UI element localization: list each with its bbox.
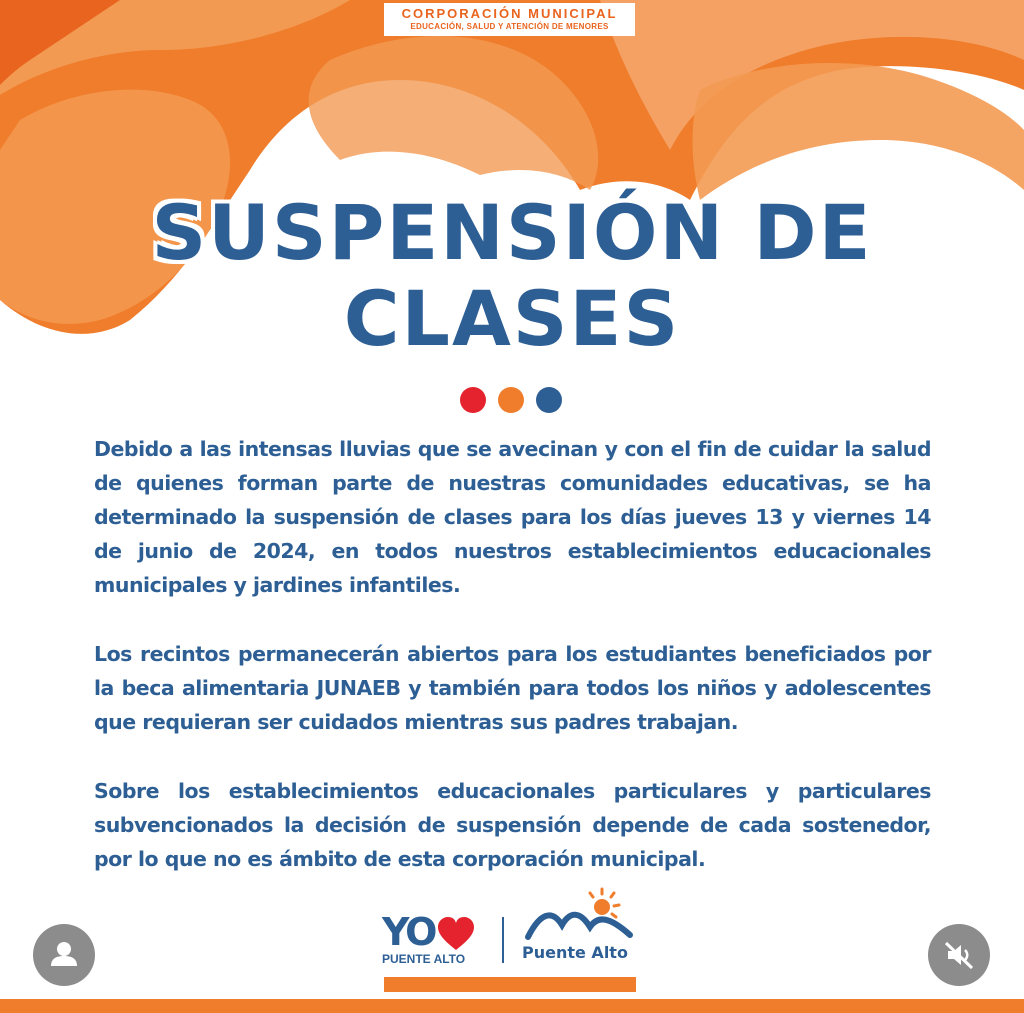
organization-name: CORPORACIÓN MUNICIPAL — [401, 6, 618, 21]
yo-subtitle: PUENTE ALTO — [382, 952, 466, 966]
muted-speaker-icon — [928, 924, 990, 986]
red-dot — [460, 387, 486, 413]
paragraph-3: Sobre los establecimientos educacionales particulares y particulares subvencionados la decisión de suspensión depende de cada sostenedor, por lo que no es ámbito de esta corporación municipal. — [94, 779, 931, 871]
sun-mountain-icon — [518, 885, 643, 945]
decorative-dots — [460, 387, 564, 413]
blue-dot — [536, 387, 562, 413]
yo-word: YO — [382, 910, 435, 954]
title-line-2: CLASES — [343, 274, 681, 363]
bottom-accent-bar — [0, 999, 1024, 1013]
puente-alto-logo — [518, 885, 643, 970]
orange-dot — [498, 387, 524, 413]
mute-button[interactable] — [928, 924, 990, 986]
announcement-body — [94, 432, 931, 911]
title-line-1: SUSPENSIÓN DE — [151, 188, 873, 277]
yo-puente-alto-logo — [382, 910, 482, 970]
page-title — [0, 190, 1024, 362]
heart-icon — [436, 916, 476, 952]
organization-subtitle: EDUCACIÓN, SALUD Y ATENCIÓN DE MENORES — [410, 22, 609, 31]
puente-alto-name: Puente Alto — [522, 943, 628, 962]
profile-button[interactable] — [33, 924, 95, 986]
user-icon — [33, 924, 95, 986]
organization-badge — [384, 3, 635, 36]
logo-divider — [502, 917, 504, 963]
paragraph-2: Los recintos permanecerán abiertos para los estudiantes beneficiados por la beca alimentaria JUNAEB y también para todos los niños y adolescentes que requieran ser cuidados mientras sus padres trabajan. — [94, 642, 931, 734]
paragraph-1: Debido a las intensas lluvias que se avecinan y con el fin de cuidar la salud de quienes forman parte de nuestras comunidades educativas, se ha determinado la suspensión de clases para los días jueves 13 y viernes 14 de junio de 2024, en todos nuestros establecimientos educacionales municipales y jardines infantiles. — [94, 437, 931, 597]
footer-accent-bar — [384, 977, 636, 992]
